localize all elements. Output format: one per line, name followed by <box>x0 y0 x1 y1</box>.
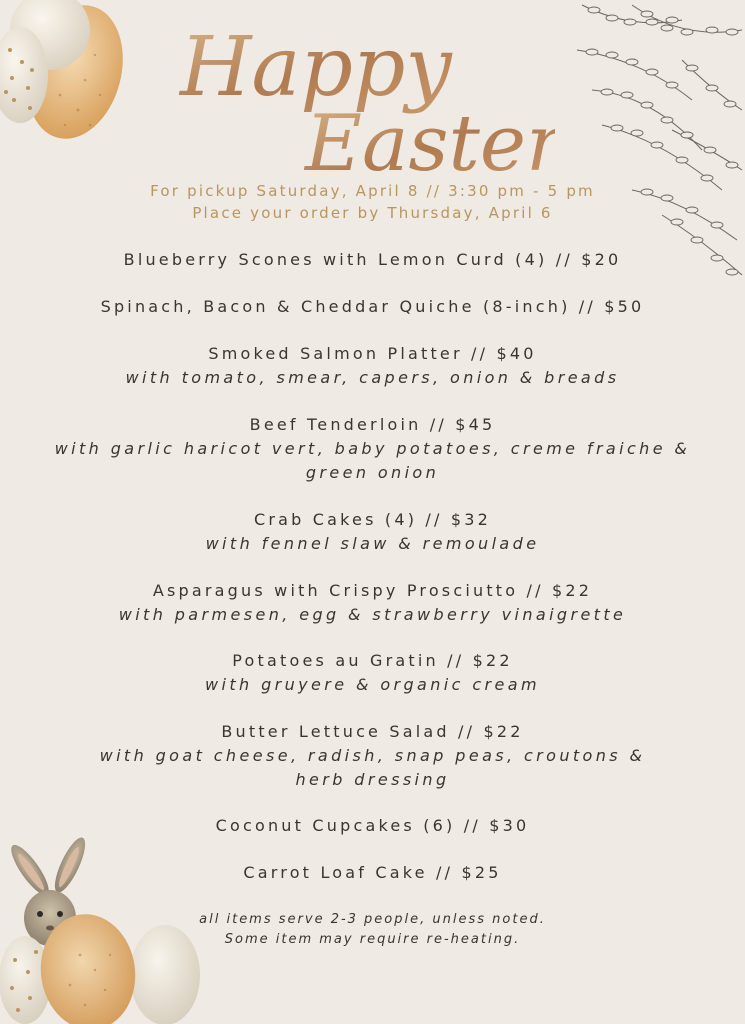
serving-note-line: all items serve 2-3 people, unless noted. <box>199 912 546 927</box>
menu-item-name: Asparagus with Crispy Prosciutto // $22 <box>152 581 593 600</box>
menu-item-description-cont: herb dressing <box>295 770 450 789</box>
menu-item-description: with fennel slaw & remoulade <box>205 534 540 553</box>
menu-item-description: with goat cheese, radish, snap peas, croutons & <box>99 746 646 765</box>
menu-item <box>0 248 745 272</box>
menu-item-description-cont: green onion <box>305 463 440 482</box>
menu-item <box>0 295 745 319</box>
menu-item-description: with garlic haricot vert, baby potatoes, creme fraiche & <box>54 439 691 458</box>
menu-item-name: Blueberry Scones with Lemon Curd (4) // $20 <box>123 250 622 269</box>
menu-item <box>0 413 745 485</box>
menu-item-name: Crab Cakes (4) // $32 <box>253 510 492 529</box>
menu-item-name: Coconut Cupcakes (6) // $30 <box>215 816 530 835</box>
menu-item-name: Beef Tenderloin // $45 <box>249 415 496 434</box>
menu-item-description: with tomato, smear, capers, onion & breads <box>125 368 620 387</box>
menu-item-name: Smoked Salmon Platter // $40 <box>208 344 537 363</box>
easter-eggs-icon <box>0 0 130 150</box>
menu-item-name: Butter Lettuce Salad // $22 <box>221 722 524 741</box>
bunny-with-eggs-icon <box>0 830 205 1024</box>
menu-item-name: Carrot Loaf Cake // $25 <box>243 863 502 882</box>
menu-item-description: with parmesen, egg & strawberry vinaigrette <box>118 605 627 624</box>
reheating-note-line: Some item may require re-heating. <box>224 932 521 947</box>
title-happy-easter <box>175 0 555 185</box>
menu-item-name: Potatoes au Gratin // $22 <box>232 651 513 670</box>
svg-text:Easter: Easter <box>305 99 555 185</box>
svg-text:Happy: Happy <box>180 20 452 115</box>
menu-item <box>0 649 745 697</box>
order-deadline-line: Place your order by Thursday, April 6 <box>192 204 553 222</box>
menu-item <box>0 720 745 792</box>
menu-item <box>0 342 745 390</box>
menu-item <box>0 508 745 556</box>
menu-item <box>0 579 745 627</box>
pickup-line: For pickup Saturday, April 8 // 3:30 pm - 5 pm <box>150 182 595 200</box>
menu-item-description: with gruyere & organic cream <box>205 675 540 694</box>
menu-item-name: Spinach, Bacon & Cheddar Quiche (8-inch) // $50 <box>100 297 645 316</box>
